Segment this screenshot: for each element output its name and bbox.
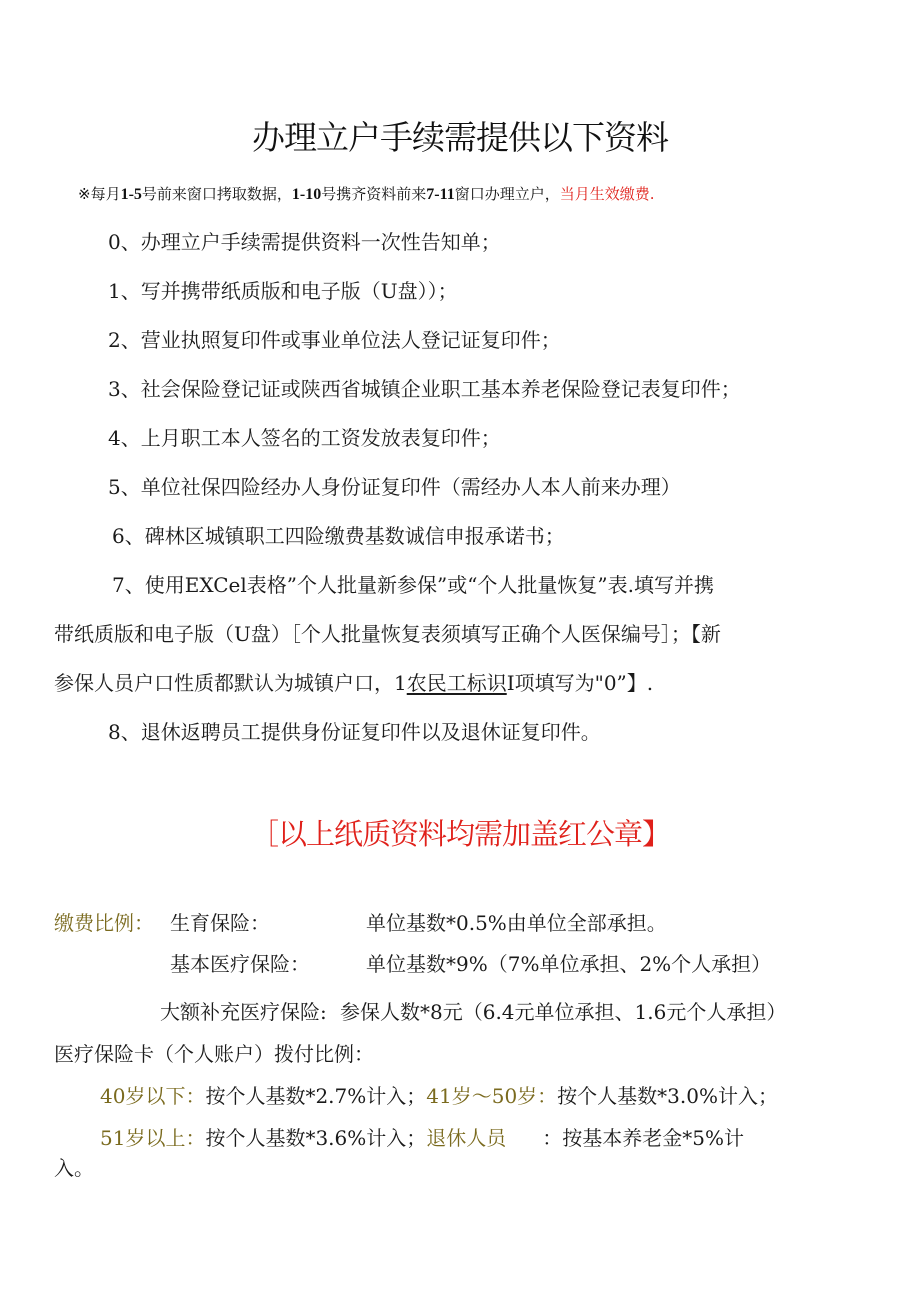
age-group-row-1 — [100, 1080, 778, 1109]
birth-insurance-label: 生育保险： — [170, 911, 270, 935]
notice-effective: 当月生效缴费. — [559, 185, 655, 203]
retired-value-continued: 入。 — [54, 1156, 94, 1180]
major-medical-value: 参保人数*8元（6.4元单位承担、1.6元个人承担） — [340, 1000, 787, 1024]
rates-heading: 缴费比例： — [54, 911, 154, 935]
age-group-label: 40岁以下： — [100, 1084, 206, 1108]
age-group-label: 51岁以上： — [100, 1126, 206, 1150]
retired-label: 退休人员 — [426, 1126, 507, 1150]
retired-value: ：按基本养老金*5%计 — [542, 1126, 744, 1150]
list-item-5: 5、单位社保四险经办人身份证复印件（需经办人本人前来办理） — [108, 475, 681, 499]
age-group-label: 41岁〜50岁： — [426, 1084, 558, 1108]
list-item-6: 6、碑林区城镇职工四险缴费基数诚信申报承诺书； — [112, 524, 565, 548]
red-seal-note: ［以上纸质资料均需加盖红公章】 — [249, 817, 670, 851]
medical-card-heading: 医疗保险卡（个人账户）拨付比例： — [54, 1042, 374, 1066]
notice-part: 窗口办理立户， — [454, 185, 560, 203]
notice-part: 号携齐资料前来 — [321, 185, 427, 203]
list-item-7-text: I项填写为"0”】. — [506, 671, 654, 695]
major-medical-label: 大额补充医疗保险: — [160, 1000, 327, 1024]
medical-insurance-label: 基本医疗保险： — [170, 952, 310, 976]
list-item-7-line3 — [54, 667, 653, 696]
list-item-0: 0、办理立户手续需提供资料一次性告知单； — [108, 230, 501, 254]
notice-part: ※每月 — [78, 185, 121, 203]
list-item-7-line1: 7、使用EXCel表格”个人批量新参保”或“个人批量恢复”表.填写并携 — [112, 573, 715, 597]
list-item-2: 2、营业执照复印件或事业单位法人登记证复印件； — [108, 328, 561, 352]
notice-date: 1-5 — [120, 186, 142, 203]
page-title: 办理立户手续需提供以下资料 — [252, 118, 668, 157]
list-item-3: 3、社会保险登记证或陕西省城镇企业职工基本养老保险登记表复印件； — [108, 377, 741, 401]
notice-part: 号前来窗口拷取数据， — [141, 185, 292, 203]
age-group-row-2 — [100, 1122, 744, 1151]
list-item-4: 4、上月职工本人签名的工资发放表复印件； — [108, 426, 501, 450]
list-item-8: 8、退休返聘员工提供身份证复印件以及退休证复印件。 — [108, 720, 601, 744]
list-item-7-text: 参保人员户口性质都默认为城镇户口，1 — [54, 671, 407, 695]
list-item-7-line2: 带纸质版和电子版（U盘）［个人批量恢复表须填写正确个人医保编号］；【新 — [54, 622, 721, 646]
birth-insurance-value: 单位基数*0.5%由单位全部承担。 — [366, 911, 667, 935]
notice-date: 7-11 — [426, 186, 455, 203]
age-group-value: 按个人基数*2.7%计入； — [205, 1084, 427, 1108]
medical-insurance-value: 单位基数*9%（7%单位承担、2%个人承担） — [366, 952, 772, 976]
age-group-value: 按个人基数*3.6%计入； — [205, 1126, 427, 1150]
notice-line — [78, 183, 655, 204]
age-group-value: 按个人基数*3.0%计入； — [557, 1084, 778, 1108]
list-item-1: 1、写并携带纸质版和电子版（U盘））； — [108, 279, 458, 303]
notice-date: 1-10 — [291, 186, 322, 203]
migrant-worker-flag: 农民工标识 — [406, 671, 507, 695]
